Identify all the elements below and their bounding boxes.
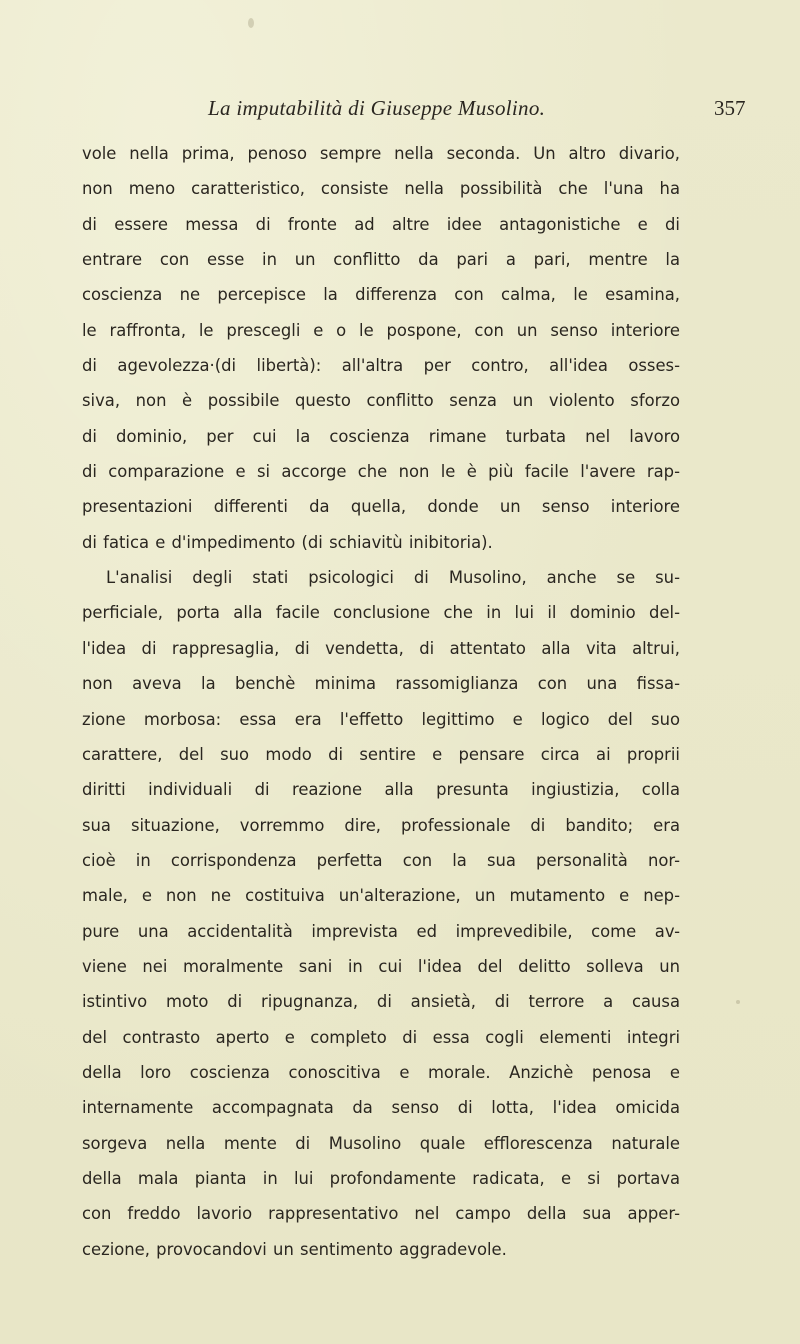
text-line: l'idea di rappresaglia, di vendetta, di attentato alla vita altrui, — [82, 638, 680, 658]
body-text — [82, 136, 680, 1267]
page-number: 357 — [714, 96, 746, 120]
text-line: coscienza ne percepisce la differenza con calma, le esamina, — [82, 285, 680, 305]
paper-stain — [736, 1000, 740, 1004]
text-line: con freddo lavorio rappresentativo nel campo della sua apper- — [82, 1204, 680, 1224]
text-line: del contrasto aperto e completo di essa cogli elementi integri — [82, 1027, 680, 1047]
text-line: di essere messa di fronte ad altre idee antagonistiche e di — [82, 214, 680, 234]
running-title: La imputabilità di Giuseppe Musolino. — [208, 96, 546, 120]
text-line: le raffronta, le prescegli e o le pospone, con un senso interiore — [82, 320, 680, 340]
text-line: istintivo moto di ripugnanza, di ansietà, di terrore a causa — [82, 992, 680, 1012]
text-line: internamente accompagnata da senso di lotta, l'idea omicida — [82, 1098, 680, 1118]
text-line: diritti individuali di reazione alla presunta ingiustizia, colla — [82, 780, 680, 800]
text-line: sua situazione, vorremmo dire, professionale di bandito; era — [82, 815, 680, 835]
text-line: cezione, provocandovi un sentimento aggradevole. — [82, 1239, 507, 1259]
text-line: zione morbosa: essa era l'effetto legittimo e logico del suo — [82, 709, 680, 729]
text-line: non meno caratteristico, consiste nella possibilità che l'una ha — [82, 179, 680, 199]
text-line: pure una accidentalità imprevista ed imprevedibile, come av- — [82, 921, 680, 941]
text-line: cioè in corrispondenza perfetta con la sua personalità nor- — [82, 850, 680, 870]
text-line: entrare con esse in un conflitto da pari a pari, mentre la — [82, 250, 680, 270]
paper-stain — [248, 18, 254, 28]
text-line: male, e non ne costituiva un'alterazione, un mutamento e nep- — [82, 886, 680, 906]
text-line: di fatica e d'impedimento (di schiavitù inibitoria). — [82, 532, 493, 552]
text-line: carattere, del suo modo di sentire e pensare circa ai proprii — [82, 744, 680, 764]
text-line: L'analisi degli stati psicologici di Musolino, anche se su- — [106, 568, 680, 588]
text-line: vole nella prima, penoso sempre nella seconda. Un altro divario, — [82, 144, 680, 163]
text-line: siva, non è possibile questo conflitto senza un violento sforzo — [82, 391, 680, 411]
text-line: presentazioni differenti da quella, donde un senso interiore — [82, 497, 680, 517]
text-line: viene nei moralmente sani in cui l'idea del delitto solleva un — [82, 956, 680, 976]
text-line: di agevolezza·(di libertà): all'altra per contro, all'idea osses- — [82, 356, 680, 376]
text-line: perficiale, porta alla facile conclusione che in lui il dominio del- — [82, 603, 680, 623]
text-line: non aveva la benchè minima rassomiglianza con una fissa- — [82, 674, 680, 694]
text-line: della loro coscienza conoscitiva e morale. Anzichè penosa e — [82, 1062, 680, 1082]
text-line: sorgeva nella mente di Musolino quale efflorescenza naturale — [82, 1133, 680, 1153]
running-head — [0, 96, 800, 120]
text-line: della mala pianta in lui profondamente radicata, e si portava — [82, 1168, 680, 1188]
text-line: di dominio, per cui la coscienza rimane turbata nel lavoro — [82, 426, 680, 446]
text-line: di comparazione e si accorge che non le è più facile l'avere rap- — [82, 462, 680, 482]
